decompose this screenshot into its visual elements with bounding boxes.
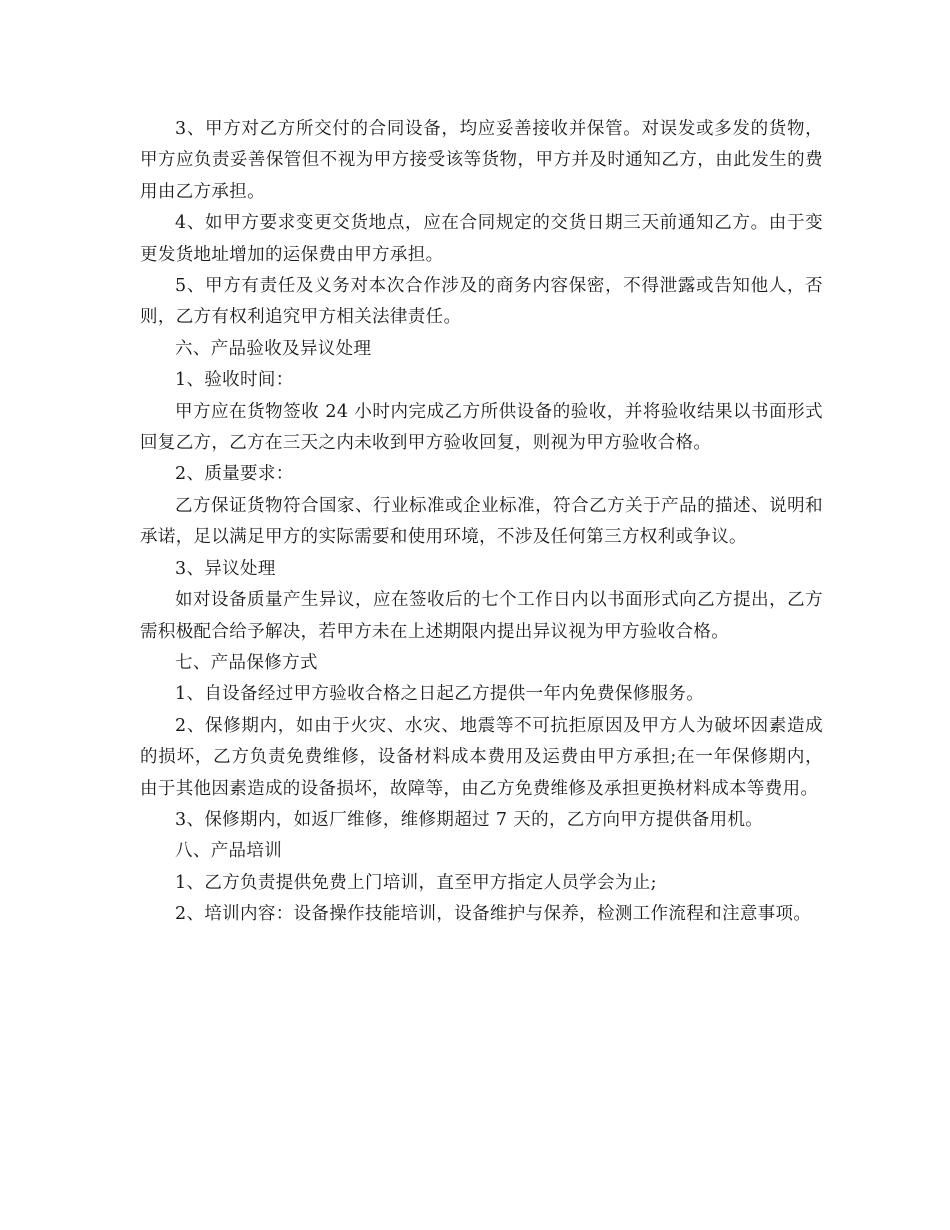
paragraph-free-training: 1、乙方负责提供免费上门培训，直至甲方指定人员学会为止; [175, 872, 657, 893]
paragraph-objection-handling: 如对设备质量产生异议，应在签收后的七个工作日内以书面形式向乙方提出，乙方需积极配合给予解决，若甲方未在上述期限内提出异议视为甲方验收合格。 [140, 590, 823, 642]
subheading-objection-handling: 3、异议处理 [175, 558, 276, 579]
paragraph-warranty-exclusions: 2、保修期内，如由于火灾、水灾、地震等不可抗拒原因及甲方人为破坏因素造成的损坏，乙方负责免费维修，设备材料成本费用及运费由甲方承担;在一年保修期内，由于其他因素造成的设备损坏，故障等，由乙方免费维修及承担更换材料成本等费用。 [140, 715, 823, 799]
paragraph-training-content: 2、培训内容：设备操作技能培训，设备维护与保养，检测工作流程和注意事项。 [175, 904, 812, 925]
paragraph-confidentiality: 5、甲方有责任及义务对本次合作涉及的商务内容保密，不得泄露或告知他人，否则，乙方有权利追究甲方相关法律责任。 [140, 276, 823, 328]
paragraph-quality-requirements: 乙方保证货物符合国家、行业标准或企业标准，符合乙方关于产品的描述、说明和承诺，足以满足甲方的实际需要和使用环境，不涉及任何第三方权利或争议。 [140, 495, 823, 548]
section-heading-warranty: 七、产品保修方式 [175, 652, 318, 673]
subheading-acceptance-time: 1、验收时间： [175, 370, 294, 391]
subheading-quality-requirements: 2、质量要求： [175, 464, 294, 485]
section-heading-acceptance: 六、产品验收及异议处理 [175, 338, 372, 359]
paragraph-acceptance-time: 甲方应在货物签收 24 小时内完成乙方所供设备的验收，并将验收结果以书面形式回复乙方，乙方在三天之内未收到甲方验收回复，则视为甲方验收合格。 [140, 401, 823, 454]
paragraph-delivery-location-change: 4、如甲方要求变更交货地点，应在合同规定的交货日期三天前通知乙方。由于变更发货地址增加的运保费由甲方承担。 [140, 213, 823, 265]
section-heading-training: 八、产品培训 [175, 841, 283, 862]
document-body [140, 114, 823, 931]
paragraph-buyer-receiving-duty: 3、甲方对乙方所交付的合同设备，均应妥善接收并保管。对误发或多发的货物，甲方应负责妥善保管但不视为甲方接受该等货物，甲方并及时通知乙方，由此发生的费用由乙方承担。 [140, 119, 823, 202]
paragraph-backup-machine: 3、保修期内，如返厂维修，维修期超过 7 天的，乙方向甲方提供备用机。 [175, 809, 764, 830]
paragraph-warranty-period: 1、自设备经过甲方验收合格之日起乙方提供一年内免费保修服务。 [175, 684, 705, 705]
